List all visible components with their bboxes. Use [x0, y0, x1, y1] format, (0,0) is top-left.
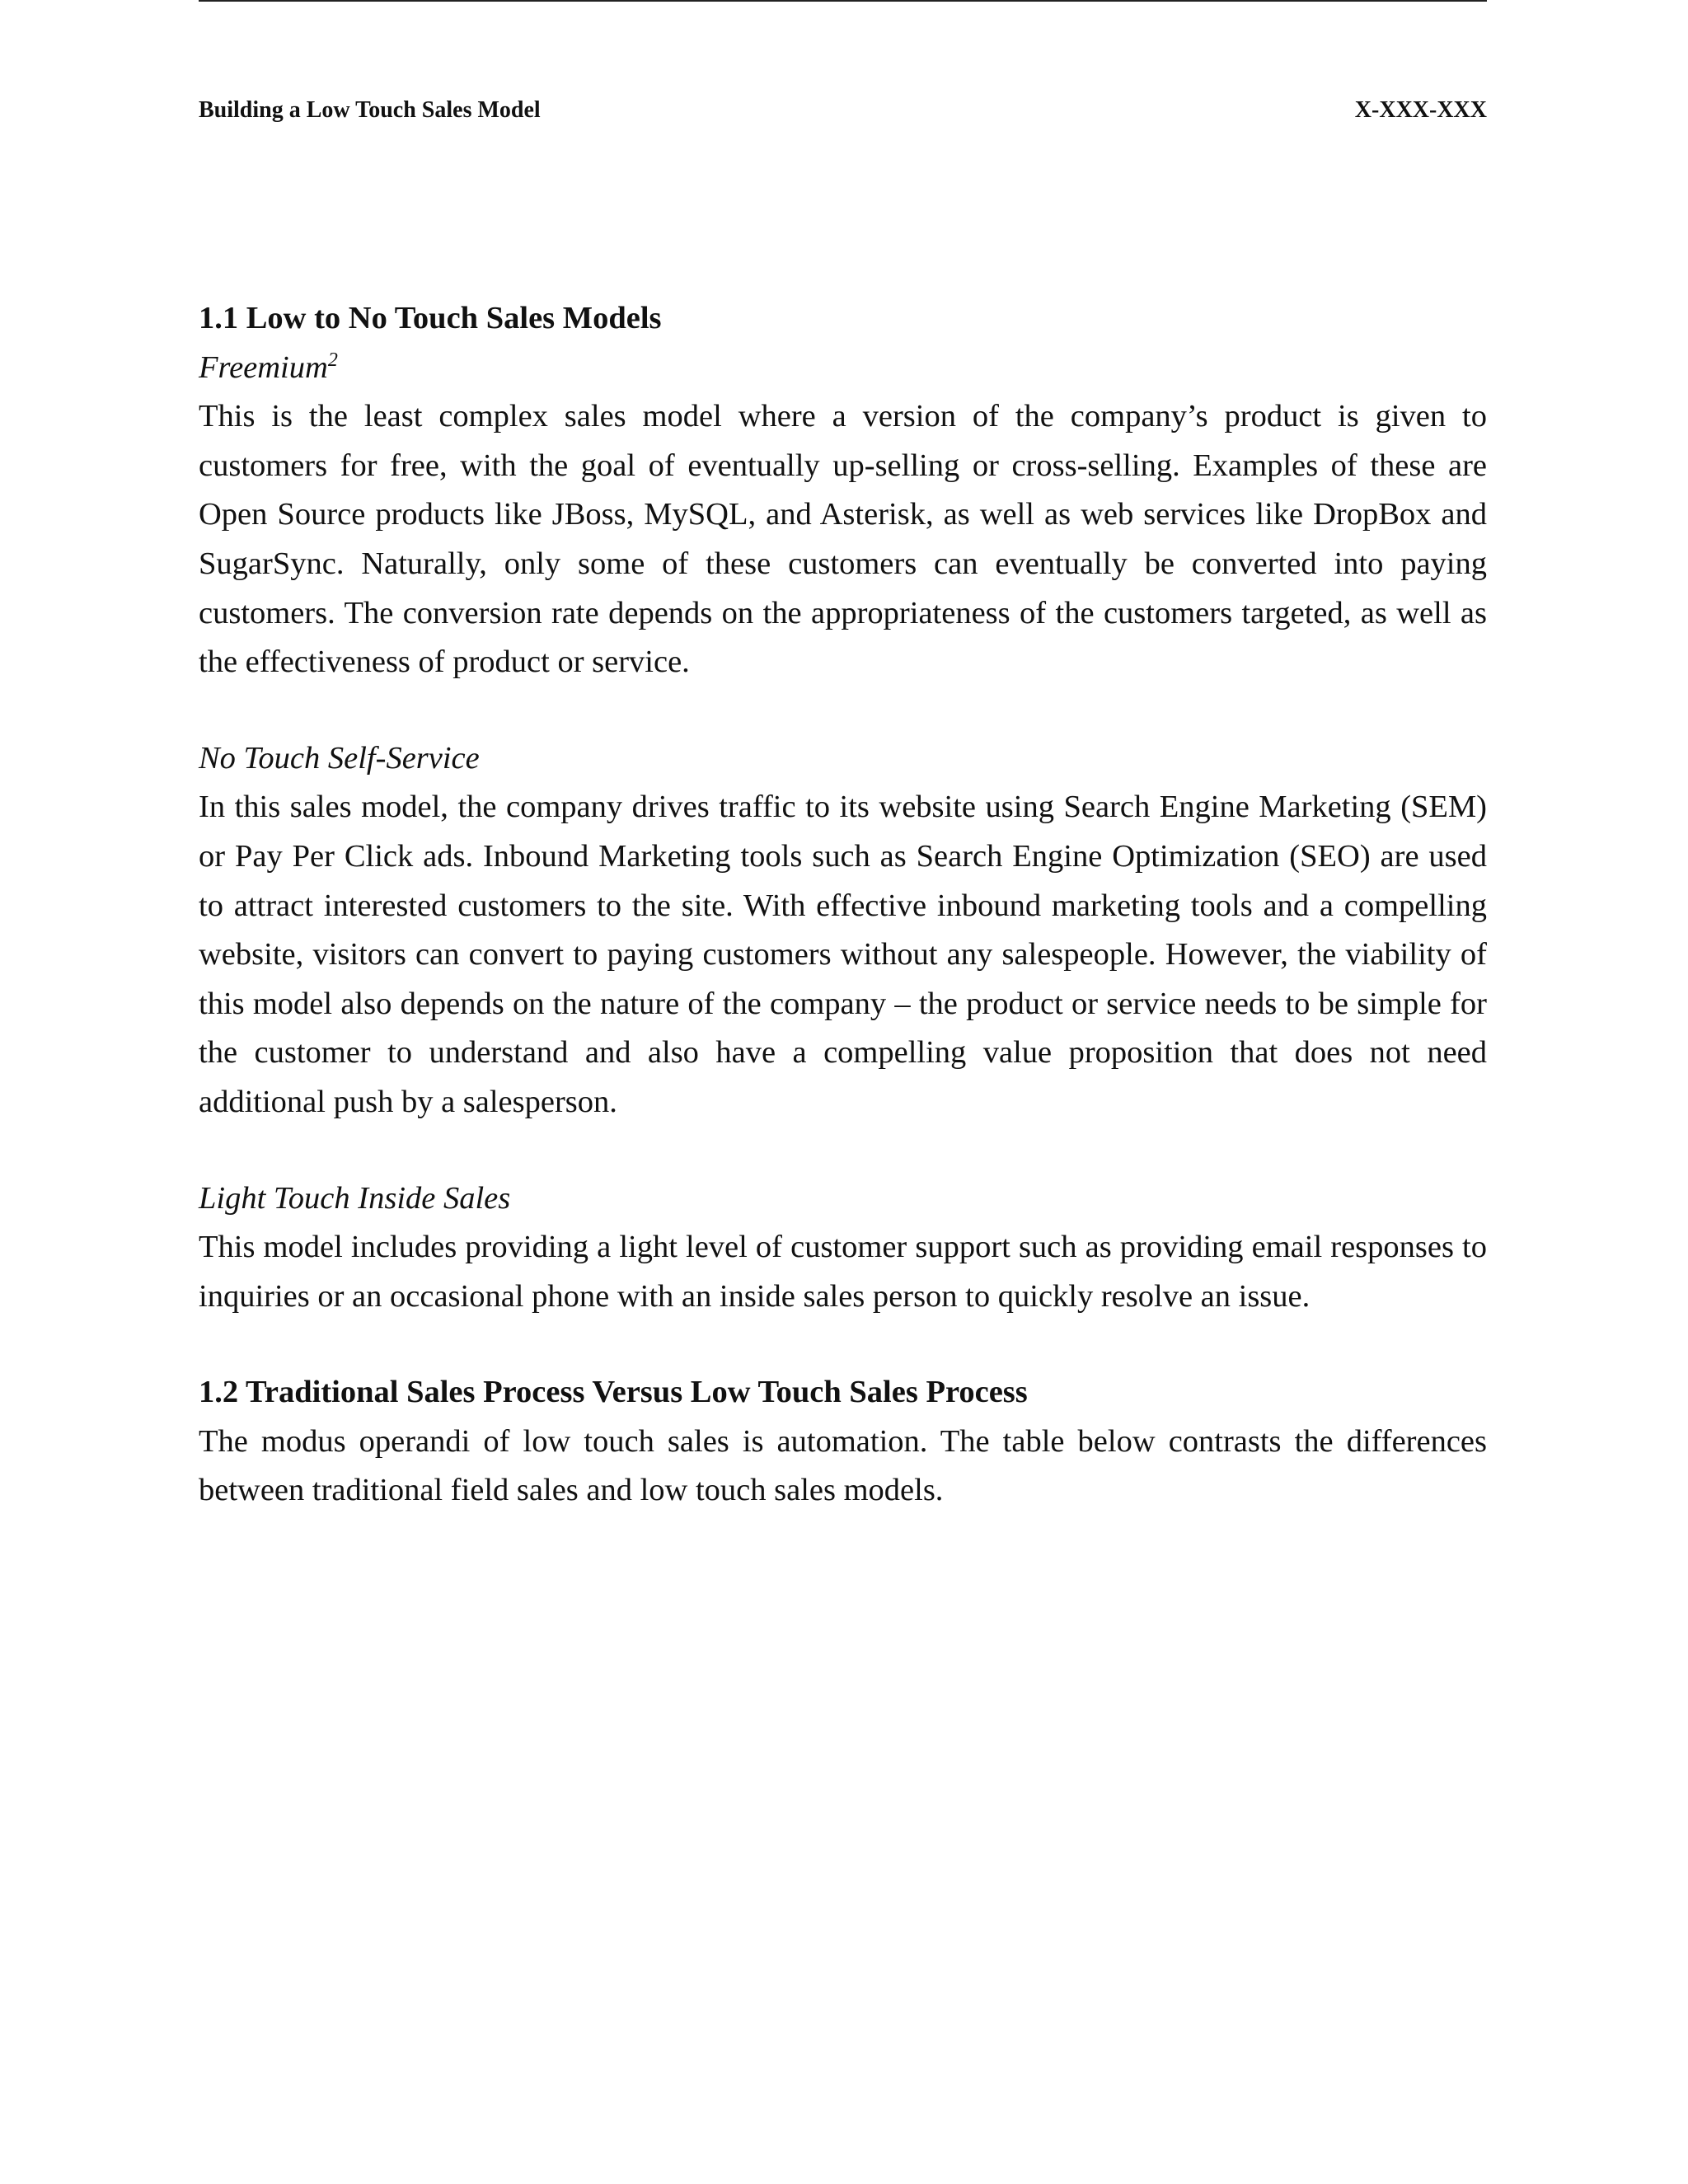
- paragraph-freemium: This is the least complex sales model where a version of the company’s product is given to customers for free, with the goal of eventually up-selling or cross-selling. Examples of these are Open Source products like JBoss, MySQL, and Asterisk, as well as web services like DropBox and SugarSync. Naturally, only some of these customers can eventually be converted into paying customers. The conversion rate depends on the appropriateness of the customers targeted, as well as the effectiveness of product or service.: [199, 399, 1487, 680]
- subheading-freemium: [199, 344, 1487, 393]
- section-heading-1-2: 1.2 Traditional Sales Process Versus Low Touch Sales Process: [199, 1375, 1028, 1410]
- top-rule: [199, 0, 1487, 2]
- section-heading-1-1: 1.1 Low to No Touch Sales Models: [199, 301, 662, 335]
- running-header: [199, 97, 1487, 130]
- paragraph-spacer: [199, 1127, 1487, 1174]
- subheading-no-touch-self-service: No Touch Self-Service: [199, 740, 480, 776]
- paragraph-light-touch-inside-sales: This model includes providing a light level of customer support such as providing email responses to inquiries or an occasional phone with an inside sales person to quickly resolve an issue.: [199, 1230, 1487, 1314]
- header-title: Building a Low Touch Sales Model: [199, 97, 541, 123]
- footnote-marker: 2: [327, 349, 338, 371]
- document-body: [199, 294, 1487, 1516]
- subheading-freemium-text: Freemium: [199, 349, 328, 385]
- paragraph-no-touch-self-service: In this sales model, the company drives traffic to its website using Search Engine Marketing (SEM) or Pay Per Click ads. Inbound Marketing tools such as Search Engine Optimization (SEO) are used to attract interested customers to the site. With effective inbound marketing tools and a compelling website, visitors can convert to paying customers without any salespeople. However, the viability of this model also depends on the nature of the company – the product or service needs to be simple for the customer to understand and also have a compelling value proposition that does not need additional push by a salesperson.: [199, 790, 1487, 1119]
- header-document-code: X-XXX-XXX: [1354, 97, 1487, 123]
- paragraph-spacer: [199, 1321, 1487, 1368]
- paragraph-traditional-vs-low-touch: The modus operandi of low touch sales is automation. The table below contrasts the differences between traditional field sales and low touch sales models.: [199, 1423, 1487, 1508]
- paragraph-spacer: [199, 687, 1487, 734]
- subheading-light-touch-inside-sales: Light Touch Inside Sales: [199, 1180, 511, 1216]
